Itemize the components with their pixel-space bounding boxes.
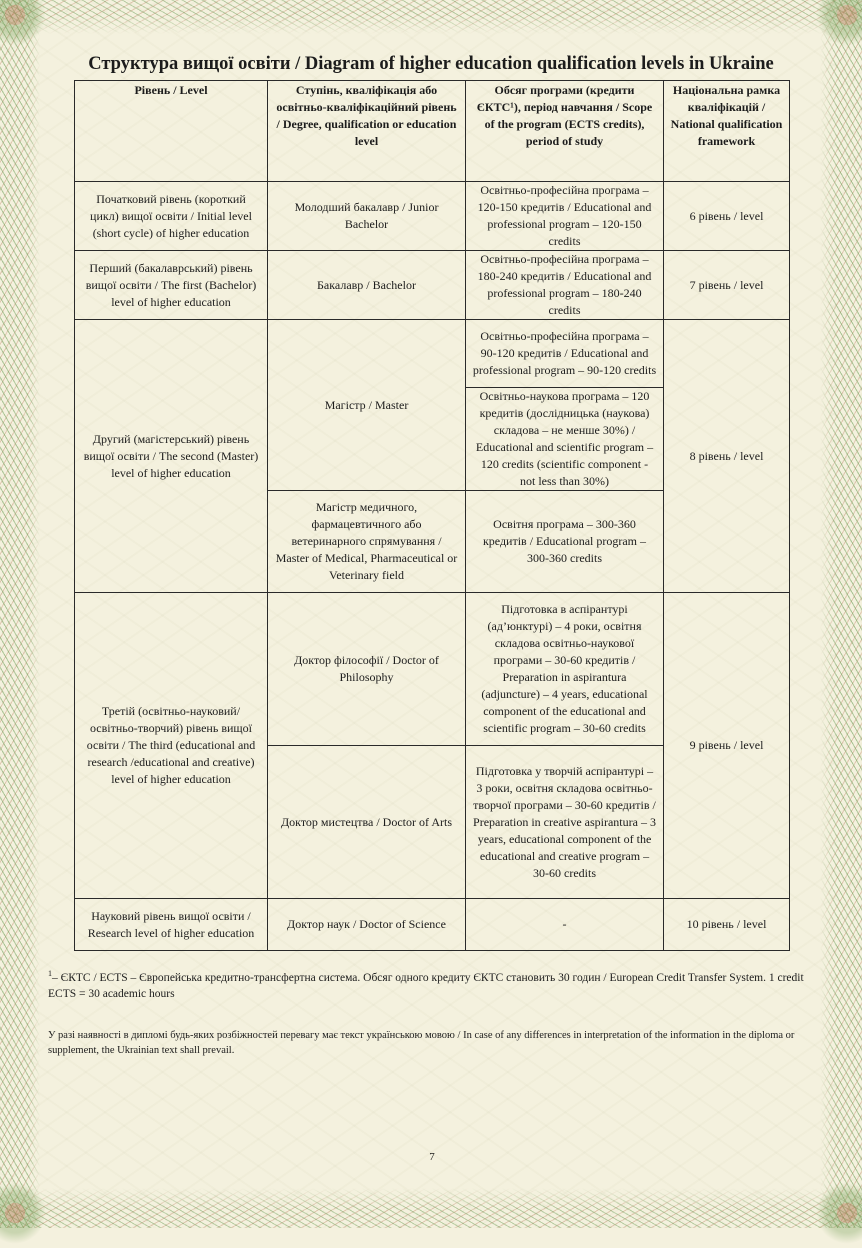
cell-degree: Молодший бакалавр / Junior Bachelor — [268, 182, 466, 251]
cell-degree: Доктор мистецтва / Doctor of Arts — [268, 746, 466, 899]
language-notice: У разі наявності в дипломі будь-яких розбіжностей перевагу має текст українською мовою / In case of any differences in interpretation of the information in the diploma or supplement, the Ukrainian text shall prevail. — [48, 1030, 795, 1056]
cell-level: Науковий рівень вищої освіти / Research level of higher education — [75, 899, 268, 951]
cell-degree: Доктор філософії / Doctor of Philosophy — [268, 593, 466, 746]
header-nqf: Національна рамка кваліфікацій / National qualification framework — [664, 81, 790, 182]
cell-degree: Доктор наук / Doctor of Science — [268, 899, 466, 951]
cell-scope: Освітньо-професійна програма – 180-240 кредитів / Educational and professional program – 180-240 credits — [466, 251, 664, 320]
decorative-border-top — [0, 0, 862, 34]
cell-nqf: 8 рівень / level — [664, 320, 790, 593]
cell-level: Другий (магістерський) рівень вищої освіти / The second (Master) level of higher education — [75, 320, 268, 593]
page-title: Структура вищої освіти / Diagram of higher education qualification levels in Ukraine — [88, 54, 774, 74]
footnote-mark: 1 — [48, 969, 52, 978]
cell-scope: Освітня програма – 300-360 кредитів / Educational program – 300-360 credits — [466, 491, 664, 593]
decorative-border-right — [820, 0, 862, 1228]
cell-level: Перший (бакалаврський) рівень вищої освіти / The first (Bachelor) level of higher education — [75, 251, 268, 320]
header-degree: Ступінь, кваліфікація або освітньо-кваліфікаційний рівень / Degree, qualification or education level — [268, 81, 466, 182]
cell-level: Початковий рівень (короткий цикл) вищої освіти / Initial level (short cycle) of higher education — [75, 182, 268, 251]
table-row — [75, 593, 790, 746]
cell-scope: - — [466, 899, 664, 951]
cell-scope: Підготовка у творчій аспірантурі – 3 роки, освітня складова освітньо-творчої програми – 30-60 кредитів / Preparation in creative aspirantura – 3 years, educational component of the educational and creative program – 30-60 credits — [466, 746, 664, 899]
qualification-levels-table — [74, 80, 790, 951]
cell-scope: Освітньо-професійна програма – 120-150 кредитів / Educational and professional program – 120-150 credits — [466, 182, 664, 251]
table-row — [75, 182, 790, 251]
cell-degree: Магістр медичного, фармацевтичного або ветеринарного спрямування / Master of Medical, Pharmaceutical or Veterinary field — [268, 491, 466, 593]
corner-ornament — [0, 0, 50, 50]
cell-nqf: 7 рівень / level — [664, 251, 790, 320]
cell-degree: Магістр / Master — [268, 320, 466, 491]
header-level: Рівень / Level — [75, 81, 268, 182]
table-row — [75, 320, 790, 388]
table-row — [75, 899, 790, 951]
cell-scope: Освітньо-професійна програма – 90-120 кредитів / Educational and professional program – 90-120 credits — [466, 320, 664, 388]
table-header-row — [75, 81, 790, 182]
footnote-text: – ЄКТС / ECTS – Європейська кредитно-трансфертна система. Обсяг одного кредиту ЄКТС становить 30 годин / European Credit Transfer System. 1 credit ECTS = 30 academic hours — [48, 971, 804, 1000]
cell-degree: Бакалавр / Bachelor — [268, 251, 466, 320]
cell-scope: Освітньо-наукова програма – 120 кредитів (дослідницька (наукова) складова – не менше 30%) / Educational and scientific program – 120 credits (scientific component - not less than 30%) — [466, 388, 664, 491]
table-row — [75, 251, 790, 320]
header-scope: Обсяг програми (кредити ЄКТС¹), період навчання / Scope of the program (ECTS credits), period of study — [466, 81, 664, 182]
footnote — [48, 966, 818, 1002]
cell-nqf: 6 рівень / level — [664, 182, 790, 251]
cell-nqf: 9 рівень / level — [664, 593, 790, 899]
cell-nqf: 10 рівень / level — [664, 899, 790, 951]
cell-scope: Підготовка в аспірантурі (ад’юнктурі) – 4 роки, освітня складова освітньо-наукової програми – 30-60 кредитів / Preparation in aspirantura (adjuncture) – 4 years, educational component of the educational and scientific program – 30-60 credits — [466, 593, 664, 746]
decorative-border-left — [0, 0, 40, 1228]
cell-level: Третій (освітньо-науковий/освітньо-творчий) рівень вищої освіти / The third (educational and research /educational and creative) level of higher education — [75, 593, 268, 899]
decorative-border-bottom — [0, 1188, 862, 1228]
page-number: 7 — [429, 1151, 435, 1163]
